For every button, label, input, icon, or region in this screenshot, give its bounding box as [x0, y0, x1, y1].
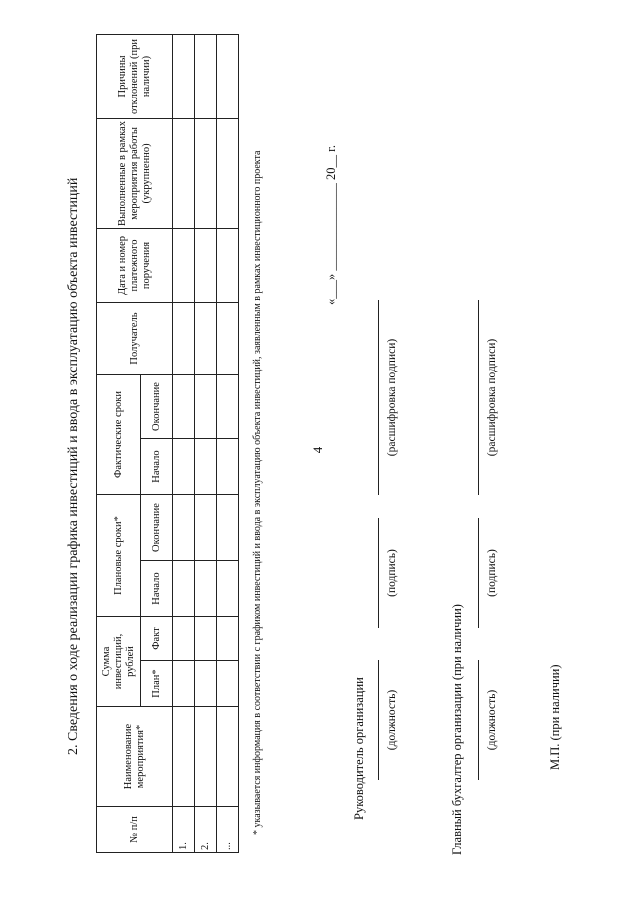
header-payment: Дата и номер платежного поручения	[97, 228, 173, 302]
header-planned-start: Начало	[141, 561, 173, 617]
table-row	[217, 34, 239, 852]
header-planned: Плановые сроки*	[97, 495, 141, 617]
head-decoding-line	[378, 300, 379, 495]
header-sum-fact: Факт	[141, 617, 173, 661]
head-decoding-caption: (расшифровка подписи)	[386, 338, 398, 457]
header-sum: Сумма инвестиций, рублей	[97, 617, 141, 707]
head-label: Руководитель организации	[352, 677, 366, 820]
header-actual-end: Окончание	[141, 374, 173, 438]
header-actual: Фактические сроки	[97, 374, 141, 494]
accountant-signature-line	[478, 518, 479, 628]
stamp-label: М.П. (при наличии)	[548, 664, 562, 770]
header-works: Выполненные в рамках мероприятия работы (укрупненно)	[97, 118, 173, 228]
header-num: № п/п	[97, 807, 173, 853]
row-number: ...	[217, 807, 239, 853]
accountant-position-line	[478, 660, 479, 780]
header-actual-start: Начало	[141, 439, 173, 495]
header-reasons: Причины отклонений (при наличии)	[97, 34, 173, 118]
accountant-label: Главный бухгалтер организации (при наличии)	[450, 604, 464, 855]
accountant-position-caption: (должность)	[486, 689, 498, 751]
accountant-decoding-caption: (расшифровка подписи)	[486, 338, 498, 457]
table-row	[195, 34, 217, 852]
accountant-decoding-line	[478, 300, 479, 495]
row-number: 1.	[173, 807, 195, 853]
accountant-signature-caption: (подпись)	[486, 549, 498, 597]
header-planned-end: Окончание	[141, 495, 173, 561]
head-position-line	[378, 660, 379, 780]
section-title: 2. Сведения о ходе реализации графика инвестиций и ввода в эксплуатацию объекта инвестиций	[66, 177, 81, 755]
footnote: * указывается информация в соответствии с графиком инвестиций и ввода в эксплуатацию объекта инвестиций, заявленным в рамках инвестиционного проекта	[252, 150, 263, 835]
row-number: 2.	[195, 807, 217, 853]
header-sum-plan: План*	[141, 661, 173, 707]
header-name: Наименование мероприятия*	[97, 707, 173, 807]
table-row	[173, 34, 195, 852]
head-signature-caption: (подпись)	[386, 549, 398, 597]
page-number: 4	[310, 446, 325, 454]
date-line: «___» ______________ 20__ г.	[324, 145, 338, 305]
head-position-caption: (должность)	[386, 689, 398, 751]
investment-schedule-table	[96, 34, 239, 853]
head-signature-line	[378, 518, 379, 628]
header-recipient: Получатель	[97, 302, 173, 374]
